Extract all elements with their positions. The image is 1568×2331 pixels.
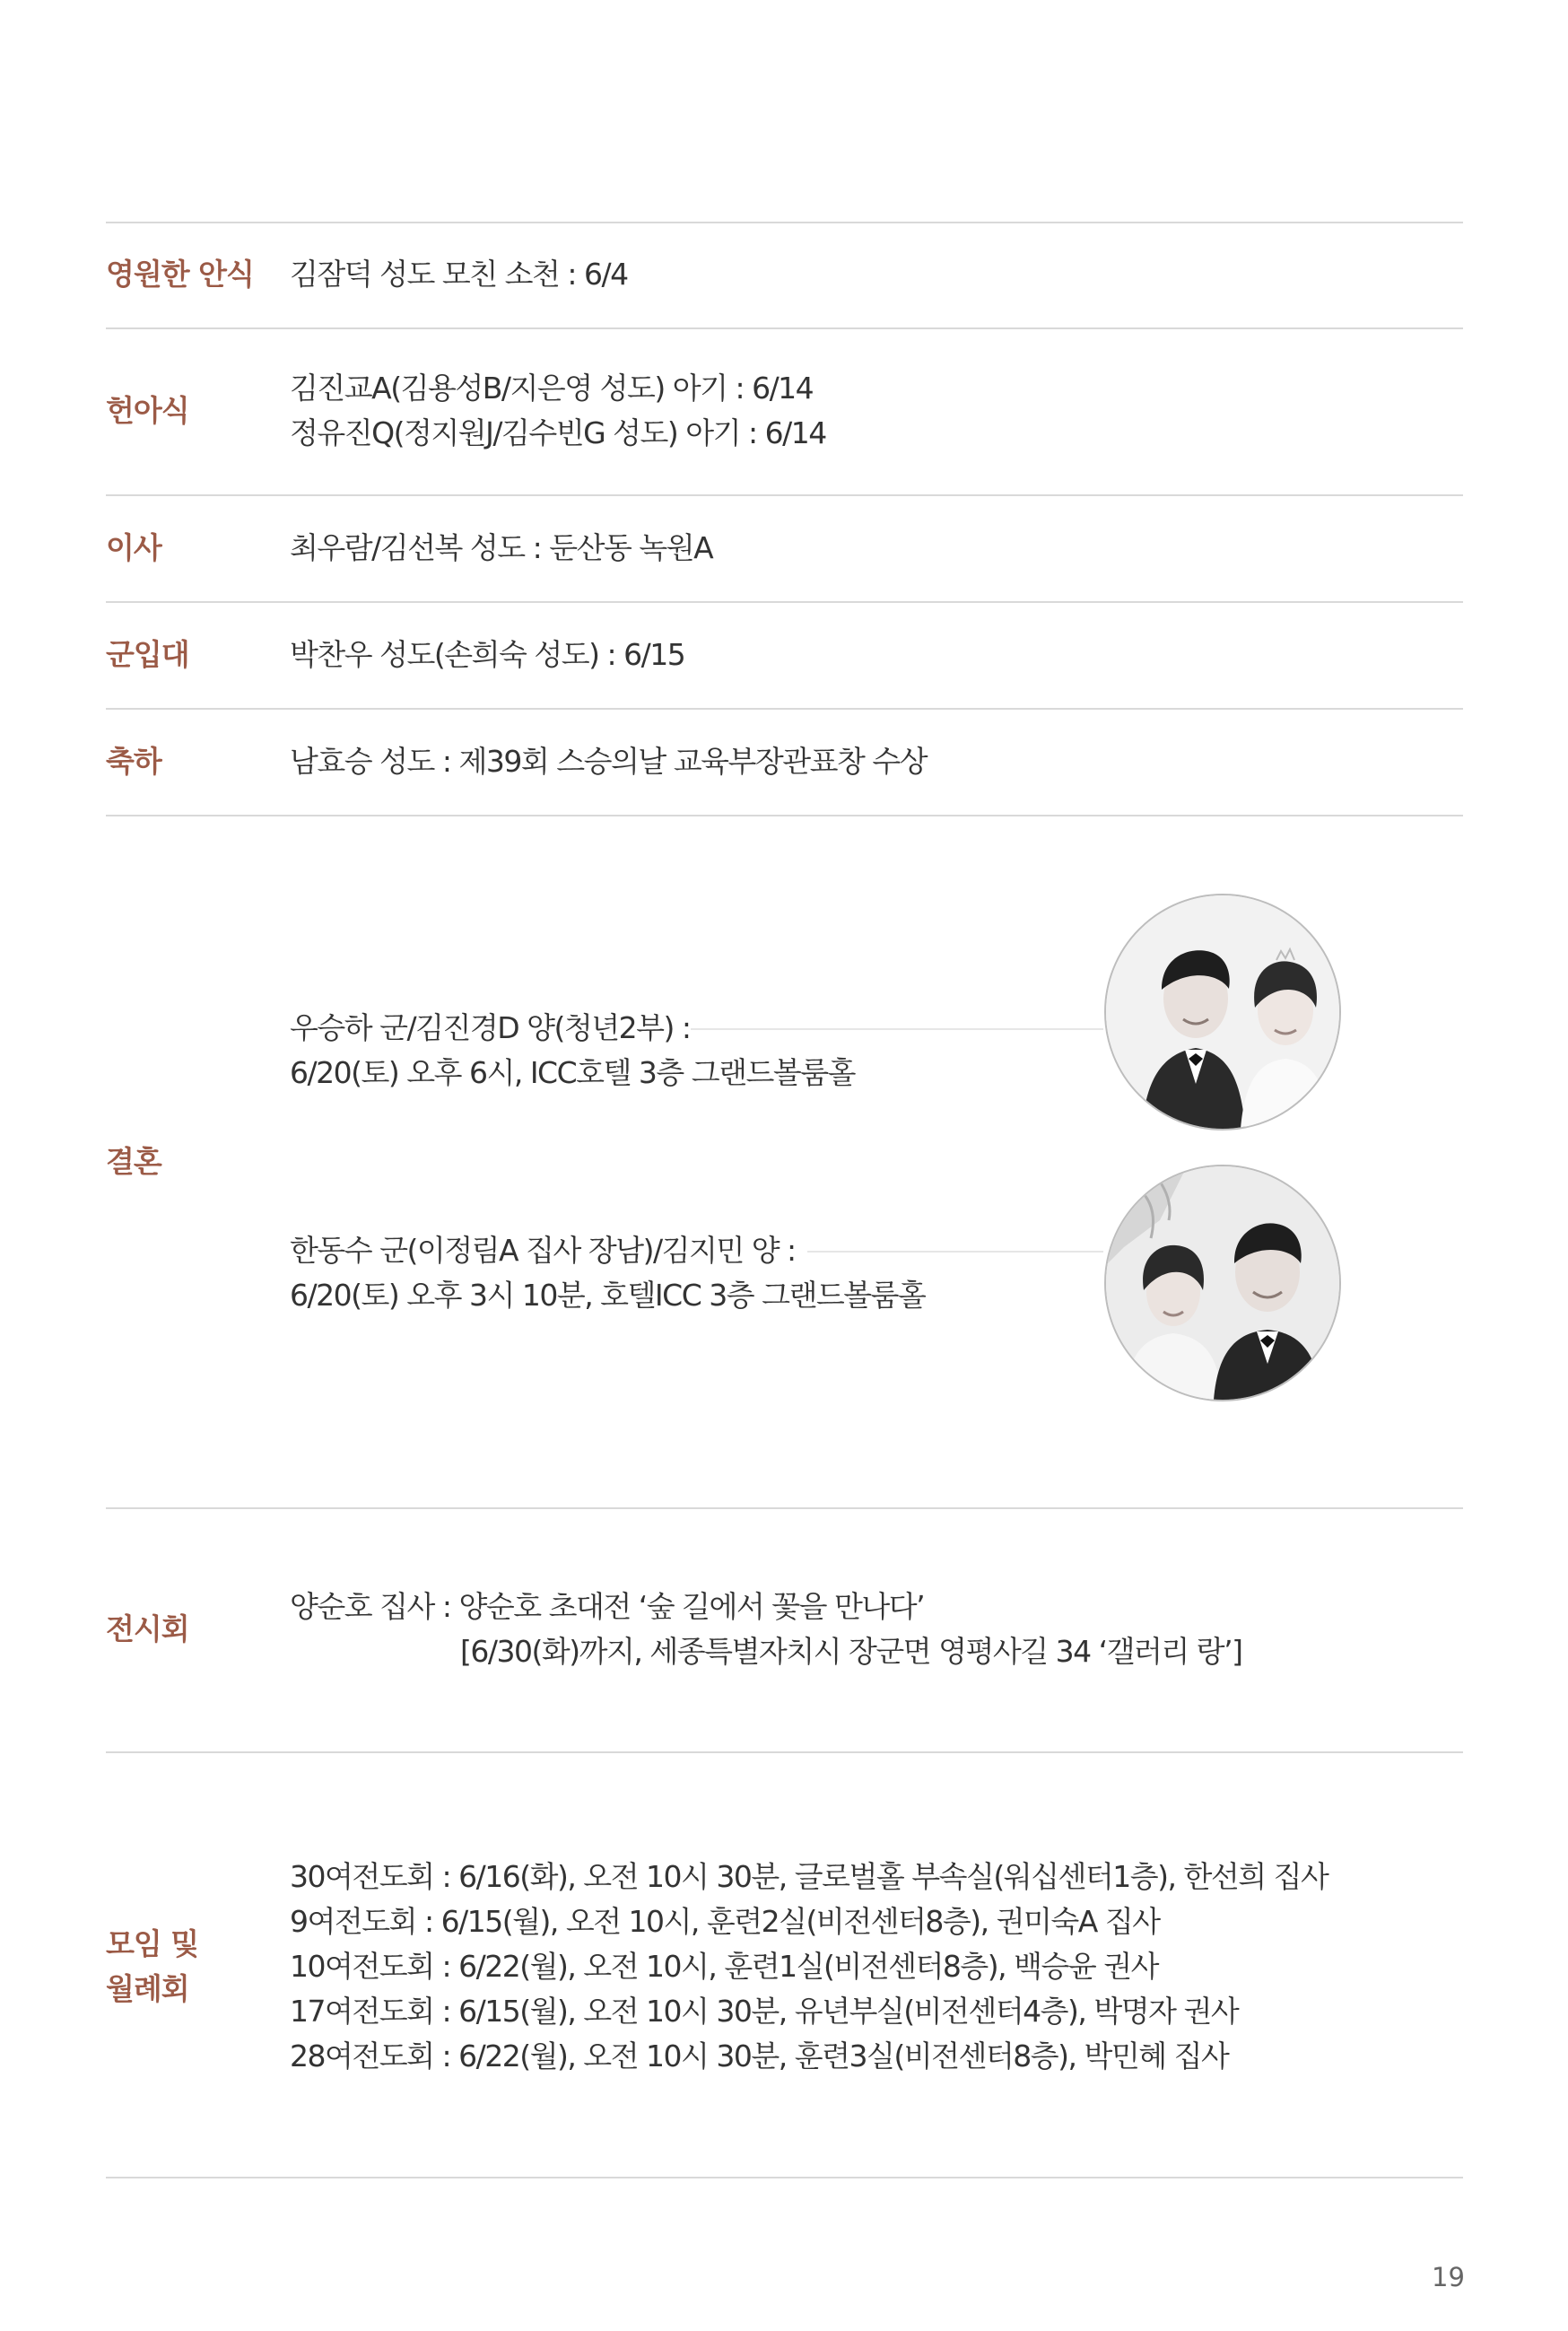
- couple-photo-1: [1104, 894, 1341, 1131]
- content-line: 양순호 집사 : 양순호 초대전 ‘숲 길에서 꽃을 만나다’: [290, 1589, 925, 1624]
- section-content-congrats: [290, 739, 927, 784]
- section-label-congrats: 축하: [106, 744, 161, 779]
- divider-5: [106, 815, 1463, 816]
- content-line: 6/20(토) 오후 6시, ICC호텔 3층 그랜드볼룸홀: [290, 1055, 856, 1090]
- content-line: 10여전도회 : 6/22(월), 오전 10시, 훈련1실(비전센터8층), 백승윤 권사: [290, 1949, 1159, 1984]
- section-label-condolence: 영원한 안식: [106, 257, 254, 292]
- content-line: 한동수 군(이정림A 집사 장남)/김지민 양 :: [290, 1233, 796, 1268]
- divider-7: [106, 1751, 1463, 1753]
- content-line: 김잠덕 성도 모친 소천 : 6/4: [290, 257, 628, 292]
- content-line: 남효승 성도 : 제39회 스승의날 교육부장관표창 수상: [290, 744, 928, 779]
- section-label-dedication: 헌아식: [106, 393, 189, 428]
- section-content-dedication: [290, 366, 826, 456]
- label-line: 월례회: [106, 1971, 189, 2006]
- connector-line: [691, 1028, 1103, 1030]
- divider-bottom: [106, 2177, 1463, 2178]
- page-number: 19: [1432, 2262, 1465, 2292]
- content-line: 박찬우 성도(손희숙 성도) : 6/15: [290, 637, 685, 672]
- content-line: 정유진Q(정지원J/김수빈G 성도) 아기 : 6/14: [290, 415, 826, 450]
- couple-photo-icon: [1106, 1166, 1339, 1400]
- content-line: 최우람/김선복 성도 : 둔산동 녹원A: [290, 530, 713, 565]
- section-content-meetings: [290, 1855, 1328, 2079]
- divider-4: [106, 708, 1463, 710]
- section-label-exhibition: 전시회: [106, 1611, 189, 1646]
- wedding-couple-1: [290, 1006, 855, 1096]
- section-content-exhibition: [290, 1585, 1241, 1674]
- content-line: 우승하 군/김진경D 양(청년2부) :: [290, 1010, 691, 1045]
- content-line: 9여전도회 : 6/15(월), 오전 10시, 훈련2실(비전센터8층), 권미숙A 집사: [290, 1904, 1160, 1939]
- divider-1: [106, 327, 1463, 329]
- section-label-meetings: [106, 1922, 198, 2012]
- divider-top: [106, 222, 1463, 223]
- section-content-military: [290, 633, 684, 677]
- content-line: [6/30(화)까지, 세종특별자치시 장군면 영평사길 34 ‘갤러리 랑’]: [460, 1634, 1242, 1669]
- couple-photo-icon: [1106, 895, 1339, 1129]
- wedding-couple-2: [290, 1228, 925, 1318]
- divider-6: [106, 1507, 1463, 1509]
- content-line: 김진교A(김용성B/지은영 성도) 아기 : 6/14: [290, 371, 814, 406]
- connector-line: [807, 1251, 1103, 1253]
- divider-3: [106, 601, 1463, 603]
- section-label-wedding: 결혼: [106, 1144, 161, 1179]
- section-content-moving: [290, 526, 712, 571]
- content-line: 17여전도회 : 6/15(월), 오전 10시 30분, 유년부실(비전센터4층), 박명자 권사: [290, 1994, 1239, 2029]
- couple-photo-2: [1104, 1165, 1341, 1401]
- divider-2: [106, 494, 1463, 496]
- label-line: 모임 및: [106, 1926, 199, 1961]
- section-label-moving: 이사: [106, 530, 161, 565]
- content-line: 28여전도회 : 6/22(월), 오전 10시 30분, 훈련3실(비전센터8층), 박민혜 집사: [290, 2039, 1229, 2073]
- section-label-military: 군입대: [106, 637, 189, 672]
- content-line: 6/20(토) 오후 3시 10분, 호텔ICC 3층 그랜드볼룸홀: [290, 1278, 926, 1313]
- content-line: 30여전도회 : 6/16(화), 오전 10시 30분, 글로벌홀 부속실(워십센터1층), 한선희 집사: [290, 1859, 1328, 1894]
- section-content-condolence: [290, 252, 628, 297]
